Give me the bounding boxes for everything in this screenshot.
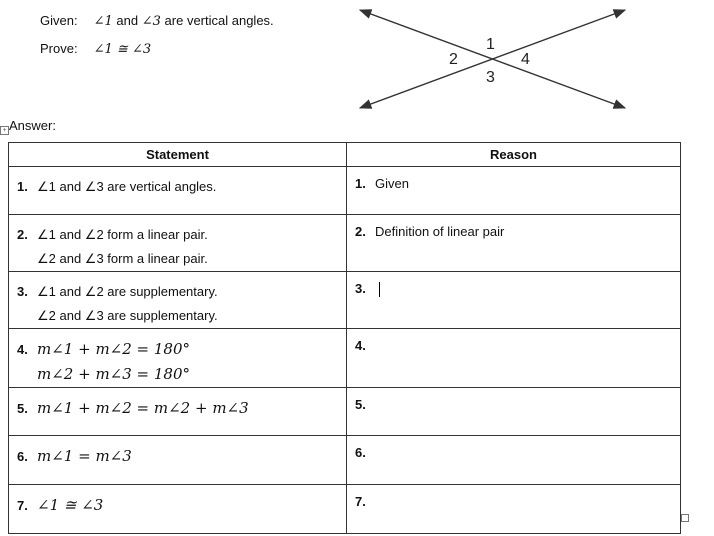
table-move-handle[interactable]: + [0, 126, 9, 135]
reason-cell[interactable] [347, 485, 681, 534]
table-row [9, 436, 681, 485]
table-row [9, 167, 681, 215]
row-number: 4. [17, 342, 28, 357]
prove-line [40, 41, 151, 57]
table-row [9, 272, 681, 329]
statement-cell[interactable] [9, 272, 347, 329]
given-tail: are vertical angles. [164, 13, 274, 28]
table-row [9, 215, 681, 272]
proof-table [8, 142, 681, 534]
row-number: 2. [17, 227, 28, 242]
statement-line: ∠2 and ∠3 form a linear pair. [37, 251, 208, 266]
given-angle-b: ∠3 [141, 14, 161, 29]
reason-text: Given [375, 176, 409, 191]
reason-number: 3. [355, 281, 366, 296]
row-number: 3. [17, 284, 28, 299]
text-cursor [379, 282, 380, 297]
given-and: and [116, 13, 139, 28]
statement-cell[interactable] [9, 329, 347, 388]
table-row [9, 329, 681, 388]
reason-cell[interactable] [347, 436, 681, 485]
statement-cell[interactable] [9, 167, 347, 215]
statement-line: m∠1 + m∠2 = 180° [37, 340, 191, 358]
prove-statement: ∠1 ≅ ∠3 [93, 42, 152, 57]
row-number: 7. [17, 498, 28, 513]
given-line [40, 13, 274, 29]
statement-line: m∠1 = m∠3 [37, 447, 132, 465]
statement-cell[interactable] [9, 485, 347, 534]
angle-label-1: 1 [486, 36, 495, 53]
statement-line: ∠2 and ∠3 are supplementary. [37, 308, 218, 323]
reason-cell[interactable] [347, 215, 681, 272]
reason-number: 4. [355, 338, 366, 353]
reason-cell[interactable] [347, 272, 681, 329]
statement-cell[interactable] [9, 388, 347, 436]
reason-cell[interactable] [347, 167, 681, 215]
given-label: Given: [40, 13, 78, 28]
vertical-angles-diagram [354, 4, 634, 114]
statement-cell[interactable] [9, 215, 347, 272]
table-resize-handle[interactable] [681, 514, 689, 522]
statement-cell[interactable] [9, 436, 347, 485]
reason-header: Reason [347, 143, 681, 167]
reason-text: Definition of linear pair [375, 224, 505, 239]
reason-number: 7. [355, 494, 366, 509]
row-number: 5. [17, 401, 28, 416]
reason-number: 5. [355, 397, 366, 412]
statement-line: ∠1 and ∠2 are supplementary. [37, 284, 218, 299]
table-header-row [9, 143, 681, 167]
statement-line: m∠2 + m∠3 = 180° [37, 365, 191, 383]
answer-label: Answer: [9, 118, 56, 133]
reason-cell[interactable] [347, 388, 681, 436]
row-number: 1. [17, 179, 28, 194]
angle-label-2: 2 [449, 51, 458, 68]
table-row [9, 388, 681, 436]
angle-label-3: 3 [486, 69, 495, 86]
given-angle-a: ∠1 [93, 14, 113, 29]
reason-number: 6. [355, 445, 366, 460]
statement-line: m∠1 + m∠2 = m∠2 + m∠3 [37, 399, 249, 417]
angle-label-4: 4 [521, 51, 530, 68]
reason-cell[interactable] [347, 329, 681, 388]
reason-number: 1. [355, 176, 366, 191]
statement-line: ∠1 ≅ ∠3 [37, 496, 104, 514]
prove-label: Prove: [40, 41, 78, 56]
reason-number: 2. [355, 224, 366, 239]
table-row [9, 485, 681, 534]
statement-line: ∠1 and ∠3 are vertical angles. [37, 179, 217, 194]
row-number: 6. [17, 449, 28, 464]
statement-line: ∠1 and ∠2 form a linear pair. [37, 227, 208, 242]
statement-header: Statement [9, 143, 347, 167]
